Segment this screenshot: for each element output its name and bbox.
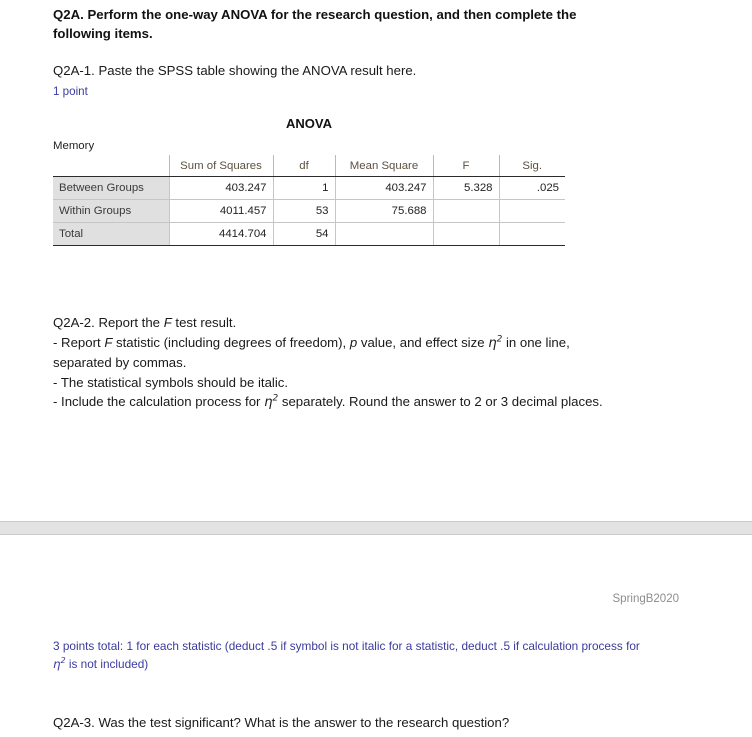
table-header-row <box>53 155 565 177</box>
cell-total-f <box>433 223 499 246</box>
q2a3-prompt: Q2A-3. Was the test significant? What is the answer to the research question? <box>53 715 510 730</box>
question-heading-line-1: Q2A. Perform the one-way ANOVA for the research question, and then complete the <box>53 7 577 22</box>
cell-within-groups-sum-of-squares: 4011.457 <box>169 200 273 223</box>
cell-within-groups-mean-square: 75.688 <box>335 200 433 223</box>
bullet1-part-a: - Report <box>53 334 105 350</box>
q2a2-prompt <box>53 313 713 333</box>
cell-within-groups-sig <box>499 200 565 223</box>
page-break-separator <box>0 521 752 535</box>
eta-symbol: η <box>488 335 497 351</box>
bullet1-part-c: value, and effect size <box>357 334 489 350</box>
column-header-sig: Sig. <box>499 155 565 177</box>
bullet1-part-d: in one line, <box>502 334 570 350</box>
bullet3-part-b: separately. Round the answer to 2 or 3 decimal places. <box>278 394 603 409</box>
cell-between-groups-sum-of-squares: 403.247 <box>169 177 273 200</box>
question-heading-block <box>53 5 713 43</box>
bullet1-part-b: statistic (including degrees of freedom), <box>112 334 350 350</box>
q2a1-block <box>53 61 713 100</box>
footer-semester-tag: SpringB2020 <box>612 593 679 605</box>
footer-tag-container <box>53 589 679 607</box>
q2a2-bullet-1 <box>53 333 713 354</box>
q2a1-prompt: Q2A-1. Paste the SPSS table showing the ANOVA result here. <box>53 63 417 78</box>
cell-between-groups-sig: .025 <box>499 177 565 200</box>
cell-within-groups-df: 53 <box>273 200 335 223</box>
q2a3-block <box>53 713 713 733</box>
eta-superscript: 2 <box>272 393 279 404</box>
row-label-between-groups: Between Groups <box>53 177 169 200</box>
f-symbol: F <box>163 315 172 330</box>
grading-note-line-2 <box>53 655 713 673</box>
column-header-corner <box>53 155 169 177</box>
column-header-df: df <box>273 155 335 177</box>
eta-superscript: 2 <box>60 656 66 666</box>
column-header-f: F <box>433 155 499 177</box>
bullet3-part-a: - Include the calculation process for <box>53 394 265 409</box>
cell-total-mean-square <box>335 223 433 246</box>
spss-table-title: ANOVA <box>286 116 332 131</box>
anova-table <box>53 155 565 246</box>
spss-table-caption: Memory <box>53 140 95 152</box>
q2a2-block <box>53 313 713 413</box>
cell-between-groups-f: 5.328 <box>433 177 499 200</box>
cell-total-sum-of-squares: 4414.704 <box>169 223 273 246</box>
row-label-within-groups: Within Groups <box>53 200 169 223</box>
cell-within-groups-f <box>433 200 499 223</box>
q2a2-bullet-1-wrap: separated by commas. <box>53 355 187 370</box>
table-row <box>53 200 565 223</box>
q2a2-bullet-3 <box>53 392 713 413</box>
column-header-sum-of-squares: Sum of Squares <box>169 155 273 177</box>
cell-total-df: 54 <box>273 223 335 246</box>
table-row <box>53 177 565 200</box>
cell-total-sig <box>499 223 565 246</box>
f-symbol: F <box>104 334 113 350</box>
question-heading-line-2: following items. <box>53 26 153 41</box>
q2a1-points-note: 1 point <box>53 84 88 98</box>
eta-symbol: η <box>53 657 61 671</box>
spss-anova-table-block <box>53 116 565 246</box>
cell-between-groups-mean-square: 403.247 <box>335 177 433 200</box>
eta-superscript: 2 <box>496 334 503 345</box>
q2a2-bullet-2: - The statistical symbols should be italic. <box>53 374 289 390</box>
eta-symbol: η <box>264 395 273 410</box>
cell-between-groups-df: 1 <box>273 177 335 200</box>
grading-note-line-1: 3 points total: 1 for each statistic (deduct .5 if symbol is not italic for a statistic, deduct .5 if calculation process for <box>53 639 640 653</box>
q2a2-prompt-suffix: test result. <box>171 315 237 330</box>
grading-note-block <box>53 637 713 673</box>
column-header-mean-square: Mean Square <box>335 155 433 177</box>
table-row <box>53 223 565 246</box>
p-symbol: p <box>349 334 358 350</box>
grading-note-line-2-text: is not included) <box>65 657 149 671</box>
q2a2-prompt-prefix: Q2A-2. Report the <box>53 315 164 330</box>
row-label-total: Total <box>53 223 169 246</box>
